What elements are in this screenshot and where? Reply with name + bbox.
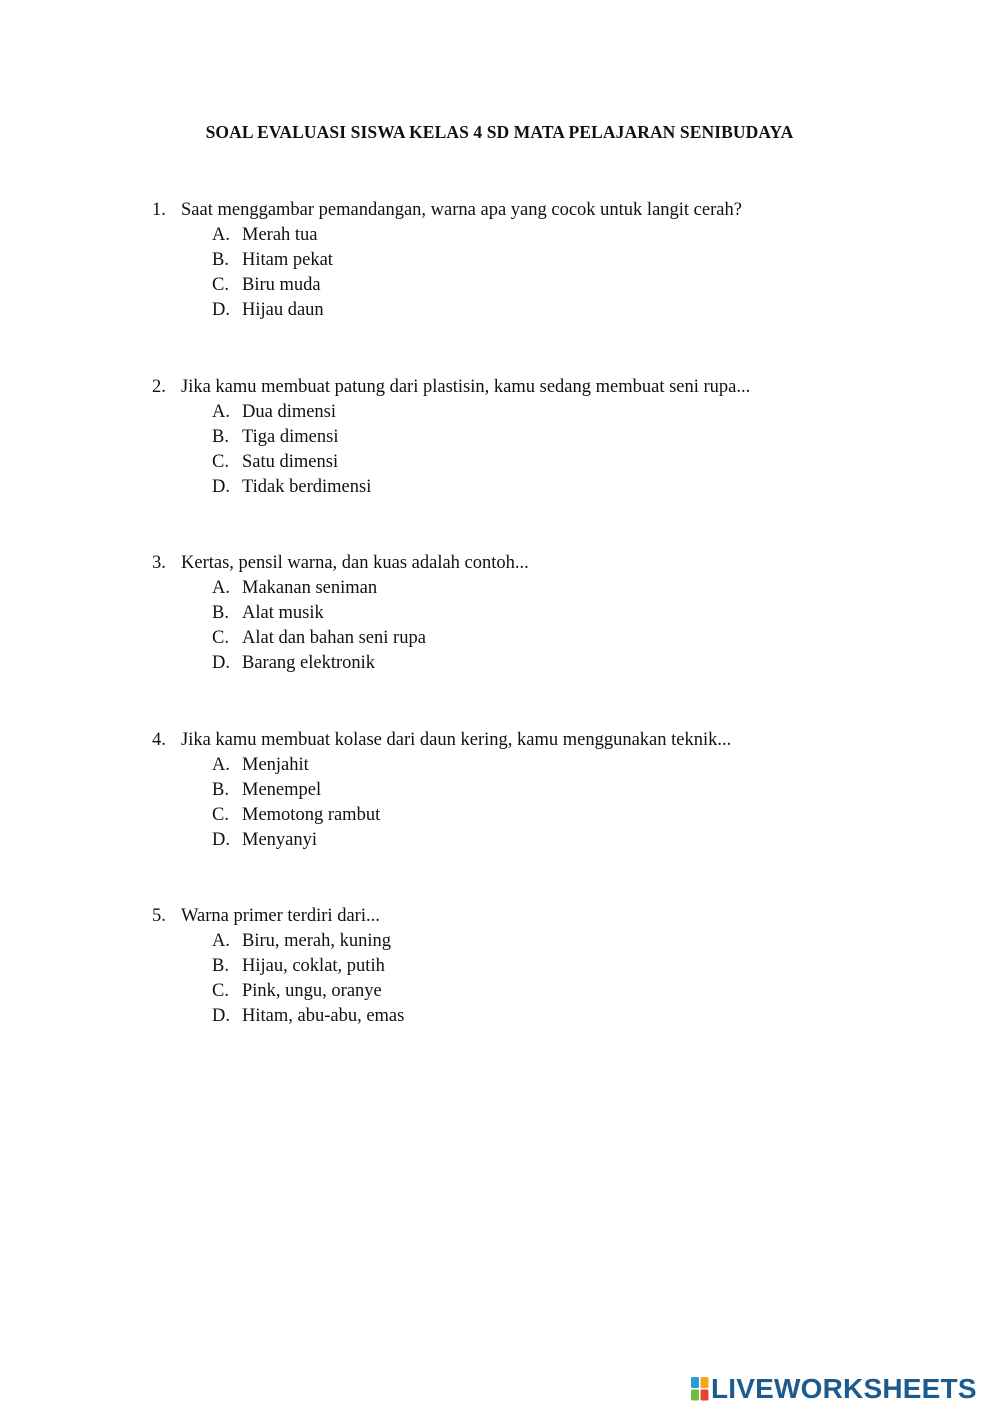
question-text: Jika kamu membuat patung dari plastisin, kamu sedang membuat seni rupa... xyxy=(181,377,751,397)
question-stem xyxy=(152,375,912,400)
option-item[interactable] xyxy=(152,576,912,601)
option-item[interactable] xyxy=(152,273,912,298)
question-5 xyxy=(152,904,912,1029)
option-text: Alat dan bahan seni rupa xyxy=(242,628,426,648)
question-text: Jika kamu membuat kolase dari daun kering, kamu menggunakan teknik... xyxy=(181,730,732,750)
option-letter: D. xyxy=(212,653,230,673)
option-letter: A. xyxy=(212,931,230,951)
option-text: Satu dimensi xyxy=(242,452,339,472)
option-text: Alat musik xyxy=(242,603,324,623)
question-text: Kertas, pensil warna, dan kuas adalah contoh... xyxy=(181,553,529,573)
question-number: 5. xyxy=(152,906,166,926)
option-letter: B. xyxy=(212,603,229,623)
option-letter: A. xyxy=(212,755,230,775)
liveworksheets-logo-icon xyxy=(691,1377,709,1401)
option-text: Tidak berdimensi xyxy=(242,477,372,497)
option-text: Menjahit xyxy=(242,755,309,775)
question-1 xyxy=(152,198,912,323)
question-number: 3. xyxy=(152,553,166,573)
option-item[interactable] xyxy=(152,651,912,676)
brand-watermark[interactable] xyxy=(691,1374,977,1404)
option-text: Barang elektronik xyxy=(242,653,376,673)
option-item[interactable] xyxy=(152,828,912,853)
option-letter: D. xyxy=(212,477,230,497)
question-stem xyxy=(152,198,912,223)
option-letter: C. xyxy=(212,275,229,295)
option-item[interactable] xyxy=(152,803,912,828)
option-text: Menyanyi xyxy=(242,830,318,850)
option-text: Tiga dimensi xyxy=(242,427,339,447)
option-text: Merah tua xyxy=(242,225,318,245)
option-letter: B. xyxy=(212,427,229,447)
option-item[interactable] xyxy=(152,425,912,450)
option-list xyxy=(152,400,912,500)
question-number: 2. xyxy=(152,377,166,397)
option-letter: A. xyxy=(212,402,230,422)
question-text: Warna primer terdiri dari... xyxy=(181,906,380,926)
option-text: Memotong rambut xyxy=(242,805,381,825)
option-item[interactable] xyxy=(152,778,912,803)
option-text: Hitam, abu-abu, emas xyxy=(242,1006,405,1026)
option-text: Makanan seniman xyxy=(242,578,378,598)
option-letter: B. xyxy=(212,956,229,976)
question-stem xyxy=(152,551,912,576)
option-text: Pink, ungu, oranye xyxy=(242,981,382,1001)
option-item[interactable] xyxy=(152,475,912,500)
option-text: Menempel xyxy=(242,780,322,800)
option-item[interactable] xyxy=(152,400,912,425)
option-text: Hijau daun xyxy=(242,300,324,320)
option-item[interactable] xyxy=(152,223,912,248)
option-letter: D. xyxy=(212,1006,230,1026)
question-2 xyxy=(152,375,912,500)
question-4 xyxy=(152,728,912,853)
option-item[interactable] xyxy=(152,1004,912,1029)
option-item[interactable] xyxy=(152,626,912,651)
option-letter: C. xyxy=(212,805,229,825)
option-item[interactable] xyxy=(152,298,912,323)
question-number: 1. xyxy=(152,200,166,220)
option-list xyxy=(152,223,912,323)
option-text: Hijau, coklat, putih xyxy=(242,956,385,976)
option-list xyxy=(152,929,912,1029)
option-list xyxy=(152,576,912,676)
option-item[interactable] xyxy=(152,450,912,475)
option-item[interactable] xyxy=(152,929,912,954)
option-text: Biru, merah, kuning xyxy=(242,931,392,951)
option-letter: A. xyxy=(212,225,230,245)
option-item[interactable] xyxy=(152,753,912,778)
option-item[interactable] xyxy=(152,954,912,979)
option-letter: D. xyxy=(212,830,230,850)
brand-text: LIVEWORKSHEETS xyxy=(711,1373,977,1404)
option-letter: C. xyxy=(212,628,229,648)
option-letter: C. xyxy=(212,452,229,472)
option-letter: B. xyxy=(212,250,229,270)
option-item[interactable] xyxy=(152,248,912,273)
page-title: SOAL EVALUASI SISWA KELAS 4 SD MATA PELAJARAN SENIBUDAYA xyxy=(205,122,794,142)
question-number: 4. xyxy=(152,730,166,750)
option-text: Dua dimensi xyxy=(242,402,337,422)
question-stem xyxy=(152,904,912,929)
option-letter: A. xyxy=(212,578,230,598)
option-letter: C. xyxy=(212,981,229,1001)
option-letter: D. xyxy=(212,300,230,320)
option-text: Biru muda xyxy=(242,275,321,295)
question-text: Saat menggambar pemandangan, warna apa yang cocok untuk langit cerah? xyxy=(181,200,742,220)
question-stem xyxy=(152,728,912,753)
option-list xyxy=(152,753,912,853)
option-letter: B. xyxy=(212,780,229,800)
question-3 xyxy=(152,551,912,676)
option-text: Hitam pekat xyxy=(242,250,333,270)
option-item[interactable] xyxy=(152,979,912,1004)
option-item[interactable] xyxy=(152,601,912,626)
